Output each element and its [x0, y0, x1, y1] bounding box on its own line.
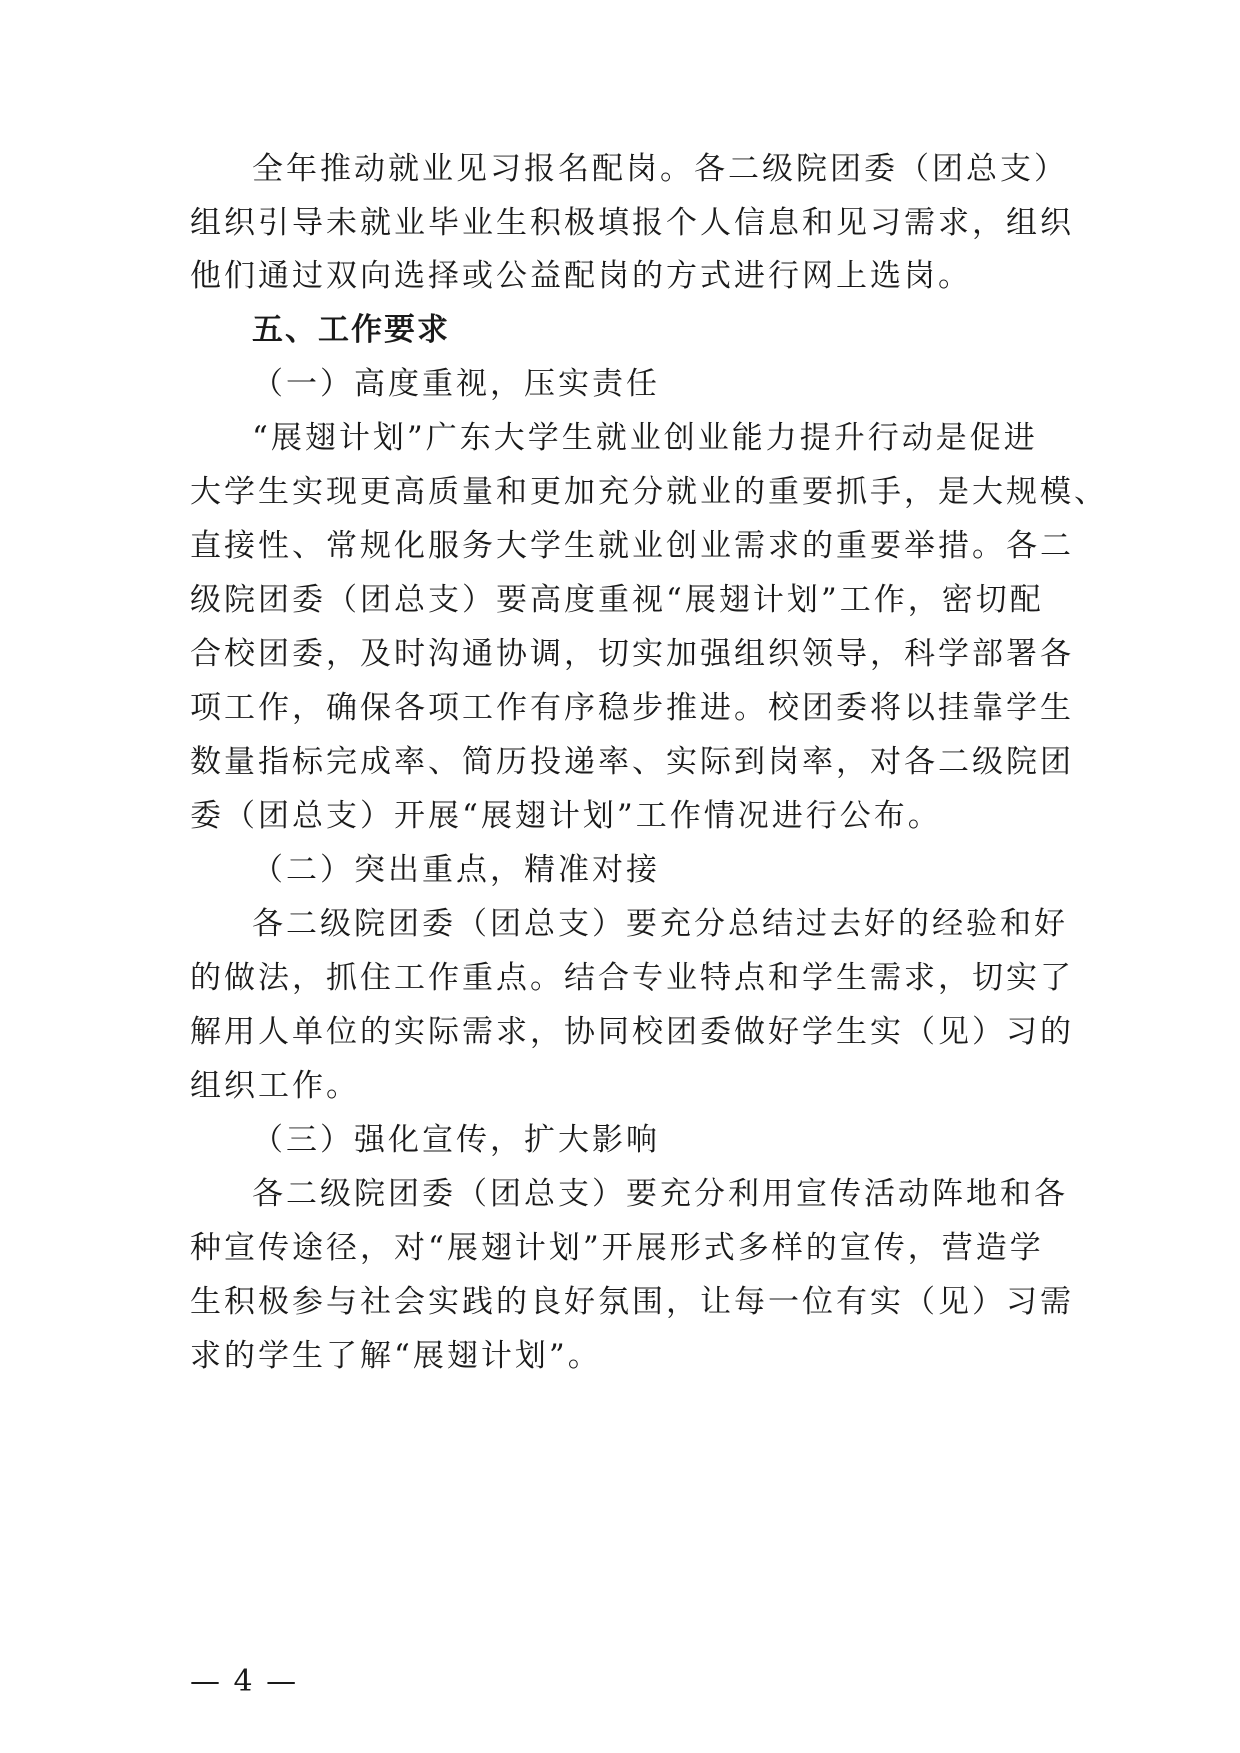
paragraph-line: 全年推动就业见习报名配岗。各二级院团委（团总支） [252, 151, 1068, 187]
paragraph-line: 各二级院团委（团总支）要充分总结过去好的经验和好 [252, 906, 1068, 942]
paragraph-line: 各二级院团委（团总支）要充分利用宣传活动阵地和各 [252, 1176, 1068, 1212]
paragraph-line: 委（团总支）开展“展翅计划”工作情况进行公布。 [190, 798, 942, 834]
paragraph-line: 组织工作。 [190, 1068, 360, 1104]
paragraph-line: 他们通过双向选择或公益配岗的方式进行网上选岗。 [190, 258, 972, 294]
paragraph-line: 合校团委，及时沟通协调，切实加强组织领导，科学部署各 [190, 636, 1074, 672]
subsection-heading: （二）突出重点，精准对接 [252, 852, 660, 888]
paragraph-line: 组织引导未就业毕业生积极填报个人信息和见习需求，组织 [190, 205, 1074, 241]
paragraph-line: 直接性、常规化服务大学生就业创业需求的重要举措。各二 [190, 528, 1074, 564]
paragraph-line: 的做法，抓住工作重点。结合专业特点和学生需求，切实了 [190, 960, 1074, 996]
paragraph-line: 种宣传途径，对“展翅计划”开展形式多样的宣传，营造学 [190, 1230, 1044, 1266]
paragraph-line: 级院团委（团总支）要高度重视“展翅计划”工作，密切配 [190, 582, 1044, 618]
paragraph-line: 项工作，确保各项工作有序稳步推进。校团委将以挂靠学生 [190, 690, 1074, 726]
paragraph-line: 生积极参与社会实践的良好氛围，让每一位有实（见）习需 [190, 1284, 1074, 1320]
page-number: — 4 — [190, 1664, 299, 1699]
paragraph-line: “展翅计划”广东大学生就业创业能力提升行动是促进 [252, 420, 1038, 456]
paragraph-line: 大学生实现更高质量和更加充分就业的重要抓手，是大规模、 [190, 474, 1108, 510]
subsection-heading: （三）强化宣传，扩大影响 [252, 1122, 660, 1158]
paragraph-line: 求的学生了解“展翅计划”。 [190, 1338, 602, 1374]
paragraph-line: 数量指标完成率、简历投递率、实际到岗率，对各二级院团 [190, 744, 1074, 780]
subsection-heading: （一）高度重视，压实责任 [252, 366, 660, 402]
section-heading: 五、工作要求 [252, 312, 450, 348]
paragraph-line: 解用人单位的实际需求，协同校团委做好学生实（见）习的 [190, 1014, 1074, 1050]
